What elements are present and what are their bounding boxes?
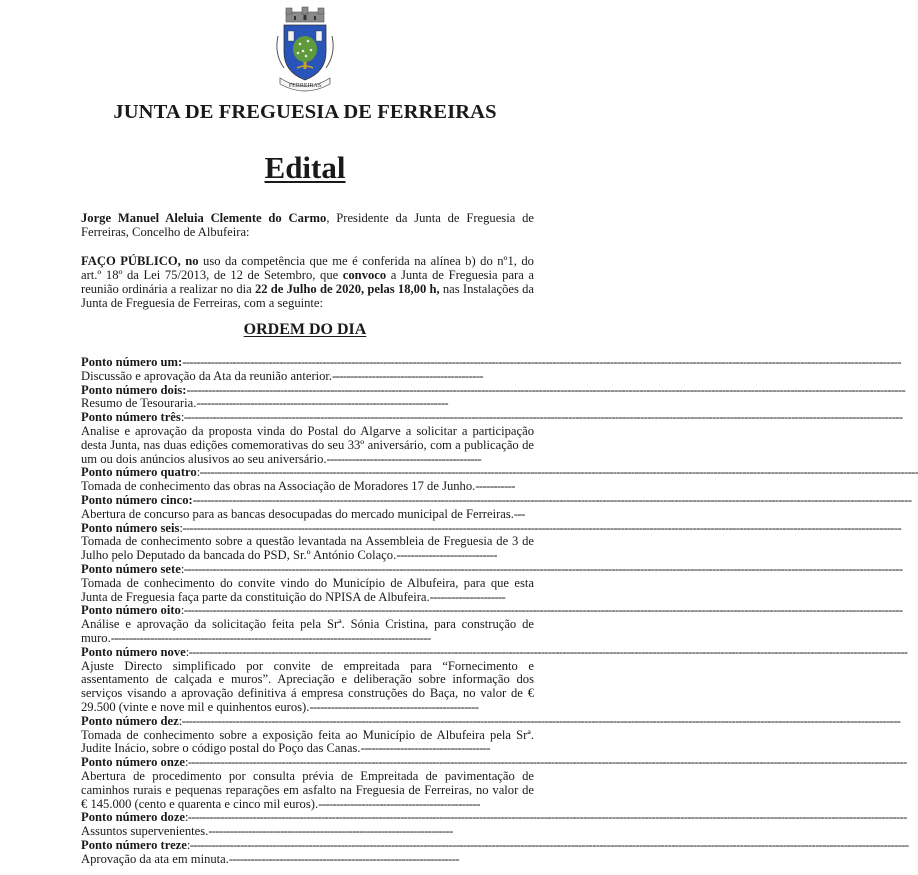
dash-leader: :-------------------------------------------------------------------------------------------------------------------------------------------------------------------------------------------------------- — [185, 810, 907, 825]
agenda-item-text — [81, 535, 534, 563]
agenda-item-heading — [81, 837, 909, 853]
dash-leader: ----------------------------------------------------------------------------------------- — [110, 630, 431, 645]
agenda-item-heading — [81, 561, 903, 577]
agenda-item-description: Abertura de concurso para as bancas desocupadas do mercado municipal de Ferreiras. — [81, 506, 514, 521]
dash-leader: -------------------------------------------------------------------------------------------------------------------------------------------------------------------------------------------------------- — [182, 355, 901, 369]
agenda-item-text — [81, 825, 534, 839]
notice-lead: FAÇO PÚBLICO, no — [81, 254, 199, 268]
dash-leader: :-------------------------------------------------------------------------------------------------------------------------------------------------------------------------------------------------------- — [180, 410, 903, 425]
dash-leader: :-------------------------------------------------------------------------------------------------------------------------------------------------------------------------------------------------------- — [179, 520, 902, 535]
agenda-item-description: Tomada de conhecimento sobre a questão levantada na Assembleia de Freguesia de 3 de Julho pelo Deputado da bancada do PSD, Sr.º António Colaço. — [81, 534, 534, 563]
agenda-item-description: Tomada de conhecimento do convite vindo do Município de Albufeira, para que esta Junta de Freguesia faça parte da constituição do NPISA de Albufeira. — [81, 575, 534, 604]
organization-title: JUNTA DE FREGUESIA DE FERREIRAS — [113, 101, 497, 123]
dash-leader: ---------------------------------------------------------------- — [228, 851, 459, 866]
agenda-item-heading-text: Ponto número oito — [81, 603, 181, 618]
dash-leader: :-------------------------------------------------------------------------------------------------------------------------------------------------------------------------------------------------------- — [180, 561, 903, 576]
agenda-item-text — [81, 770, 534, 811]
agenda-item-text — [81, 660, 534, 715]
agenda-item-description: Tomada de conhecimento sobre a exposição feita ao Município de Albufeira pela Srª. Judite Inácio, sobre o código postal do Poço das Canas. — [81, 727, 534, 756]
dash-leader: ---------------------------- — [396, 548, 497, 563]
agenda-item-description: Ajuste Directo simplificado por convite de empreitada para “Fornecimento e assentamento de calçada e muros”. Apreciação e deliberação sobre informação dos serviços visando a aprovação definitiva á empresa construções do Baça, no valor de € 29.500 (vinte e nove mil e quinhentos euros). — [81, 658, 534, 714]
agenda-item-text — [81, 370, 534, 384]
agenda-item-heading-text: Ponto número quatro — [81, 465, 197, 480]
notice-convoco: convoco — [342, 268, 387, 282]
agenda-item-heading-text: Ponto número dez — [81, 713, 179, 728]
agenda-item-text — [81, 425, 534, 466]
meeting-date: 22 de Julho de 2020, pelas 18,00 h, — [254, 282, 440, 296]
notice-paragraph — [81, 254, 534, 310]
dash-leader: ------------------------------------------- — [326, 451, 482, 466]
dash-leader: :-------------------------------------------------------------------------------------------------------------------------------------------------------------------------------------------------------- — [196, 465, 918, 480]
agenda-item-description: Tomada de conhecimento das obras na Associação de Moradores 17 de Junho. — [81, 479, 476, 494]
coat-of-arms-logo — [272, 6, 338, 94]
agenda-item-heading — [81, 520, 902, 536]
agenda-item-heading — [81, 755, 907, 770]
dash-leader: :-------------------------------------------------------------------------------------------------------------------------------------------------------------------------------------------------------- — [178, 713, 901, 728]
agenda-item-description: Discussão e aprovação da Ata da reunião anterior. — [81, 368, 333, 383]
svg-text:FERREIRAS: FERREIRAS — [288, 83, 322, 89]
agenda-item-heading — [81, 410, 903, 425]
agenda-item-heading — [81, 644, 908, 660]
intro-rest: , Presidente da Junta de Freguesia de Ferreiras, Concelho de Albufeira: — [81, 211, 534, 239]
dash-leader: :-------------------------------------------------------------------------------------------------------------------------------------------------------------------------------------------------------- — [185, 755, 907, 770]
agenda-item-heading — [81, 382, 906, 398]
agenda-item-description: Abertura de procedimento por consulta prévia de Empreitada de pavimentação de caminhos rurais e pequenas reparações em asfalto na Freguesia de Ferreiras, no valor de € 145.000 (cento e quarenta e cinco mil euros). — [81, 768, 534, 811]
dash-leader: -------------------------------------------------------------------------------------------------------------------------------------------------------------------------------------------------------- — [192, 492, 912, 507]
agenda-item-heading-text: Ponto número doze — [81, 810, 186, 825]
agenda-item-text — [81, 397, 534, 411]
agenda-item-text — [81, 508, 534, 522]
agenda-item-heading-text: Ponto número treze — [81, 837, 187, 852]
dash-leader: ------------------------------------ — [360, 741, 490, 756]
agenda-item-text — [81, 577, 534, 605]
document-title — [0, 150, 610, 186]
agenda-item-description: Aprovação da ata em minuta. — [81, 851, 229, 866]
dash-leader: ----------- — [475, 479, 515, 494]
agenda-item-heading-text: Ponto número três — [81, 410, 181, 425]
agenda-item-description: Análise e aprovação da solicitação feita pela Srª. Sónia Cristina, para construção de muro. — [81, 617, 534, 645]
agenda-item-heading-text: Ponto número um: — [81, 355, 183, 369]
agenda-list — [81, 355, 918, 866]
intro-paragraph — [81, 211, 534, 239]
agenda-item-heading-text: Ponto número sete — [81, 561, 181, 576]
notice-part3: nas Instalações da Junta de Freguesia de Ferreiras, com a seguinte: — [81, 282, 534, 310]
dash-leader: ----------------------------------------------- — [309, 699, 479, 714]
dash-leader: :-------------------------------------------------------------------------------------------------------------------------------------------------------------------------------------------------------- — [180, 603, 903, 618]
dash-leader: --------------------- — [429, 589, 506, 604]
agenda-item-heading-text: Ponto número nove — [81, 644, 186, 659]
crest-icon — [272, 6, 338, 94]
agenda-item-heading-text: Ponto número dois: — [81, 382, 187, 397]
notice-part2: a Junta de Freguesia para a reunião ordinária a realizar no dia — [81, 268, 534, 296]
dash-leader: :-------------------------------------------------------------------------------------------------------------------------------------------------------------------------------------------------------- — [186, 837, 909, 852]
agenda-item-description: Analise e aprovação da proposta vinda do Postal do Algarve a solicitar a participação desta Junta, nas duas edições comemorativas do seu 33º aniversário, com a publicação de um ou dois anúncios alusivos ao seu aniversário. — [81, 423, 534, 466]
dash-leader: --- — [513, 506, 525, 521]
agenda-item-text — [81, 480, 534, 494]
agenda-item-text — [81, 618, 534, 646]
agenda-title — [0, 321, 610, 339]
dash-leader: -------------------------------------------------------------------------------------------------------------------------------------------------------------------------------------------------------- — [186, 382, 906, 397]
agenda-item-description: Resumo de Tesouraria. — [81, 396, 197, 411]
notice-part1: uso da competência que me é conferida na alínea b) do nº1, do art.º 18º da Lei 75/2013, de 12 de Setembro, que — [81, 254, 534, 282]
dash-leader: ---------------------------------------------------------------------- — [196, 396, 448, 411]
agenda-item-heading — [81, 355, 901, 370]
dash-leader: ------------------------------------------ — [332, 368, 484, 383]
agenda-item-text — [81, 853, 534, 867]
agenda-item-heading — [81, 810, 907, 825]
agenda-item-description: Assuntos supervenientes. — [81, 824, 209, 839]
agenda-item-heading — [81, 465, 918, 480]
agenda-item-heading-text: Ponto número cinco: — [81, 492, 193, 507]
dash-leader: :-------------------------------------------------------------------------------------------------------------------------------------------------------------------------------------------------------- — [185, 644, 908, 659]
agenda-item-heading — [81, 603, 903, 618]
document-title-text: Edital — [264, 150, 346, 185]
dash-leader: --------------------------------------------- — [318, 796, 480, 811]
agenda-item-heading — [81, 713, 901, 729]
agenda-title-text: ORDEM DO DIA — [243, 321, 367, 338]
agenda-item-text — [81, 729, 534, 757]
agenda-item-heading-text: Ponto número onze — [81, 755, 186, 770]
agenda-item-heading-text: Ponto número seis — [81, 520, 180, 535]
dash-leader: -------------------------------------------------------------------- — [208, 824, 453, 839]
agenda-item-heading — [81, 492, 912, 508]
president-name: Jorge Manuel Aleluia Clemente do Carmo — [81, 211, 327, 225]
